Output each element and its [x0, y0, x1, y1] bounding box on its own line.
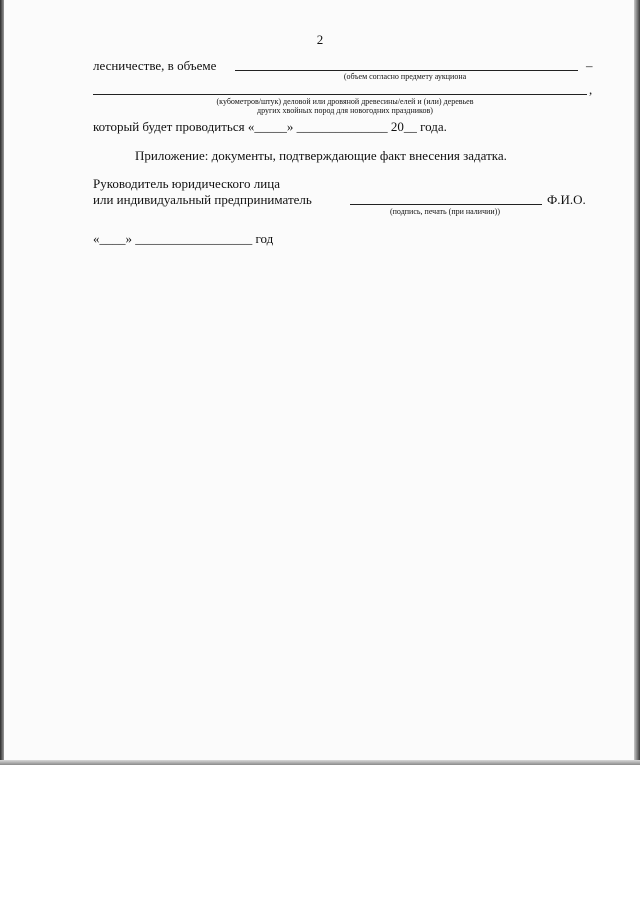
signature-fill-line	[350, 204, 542, 205]
signing-date-line: «____» __________________ год	[93, 231, 274, 246]
scan-edge-left	[0, 0, 4, 765]
line2-comma: ,	[589, 82, 593, 97]
signature-caption: (подпись, печать (при наличии))	[389, 207, 500, 216]
volume-fill-line	[235, 70, 578, 71]
page-number: 2	[316, 32, 324, 47]
forestry-volume-label: лесничестве, в объеме	[93, 58, 217, 73]
line1-dash: –	[586, 58, 593, 73]
units-caption-1: (кубометров/штук) деловой или дровяной древесины/елей и (или) деревьев	[216, 97, 474, 106]
volume-caption: (объем согласно предмету аукциона	[343, 72, 467, 81]
auction-date-line: который будет проводиться «_____» ______________ 20__ года.	[93, 119, 447, 134]
signature-title-line2: или индивидуальный предприниматель	[93, 192, 312, 207]
units-fill-line	[93, 94, 587, 95]
scan-edge-right	[634, 0, 640, 765]
units-caption-2: других хвойных пород для новогодних праздников)	[257, 106, 433, 115]
scan-edge-bottom	[0, 760, 640, 765]
attachment-note: Приложение: документы, подтверждающие факт внесения задатка.	[135, 148, 507, 163]
fio-label: Ф.И.О.	[547, 192, 586, 207]
signature-title-line1: Руководитель юридического лица	[93, 176, 280, 191]
